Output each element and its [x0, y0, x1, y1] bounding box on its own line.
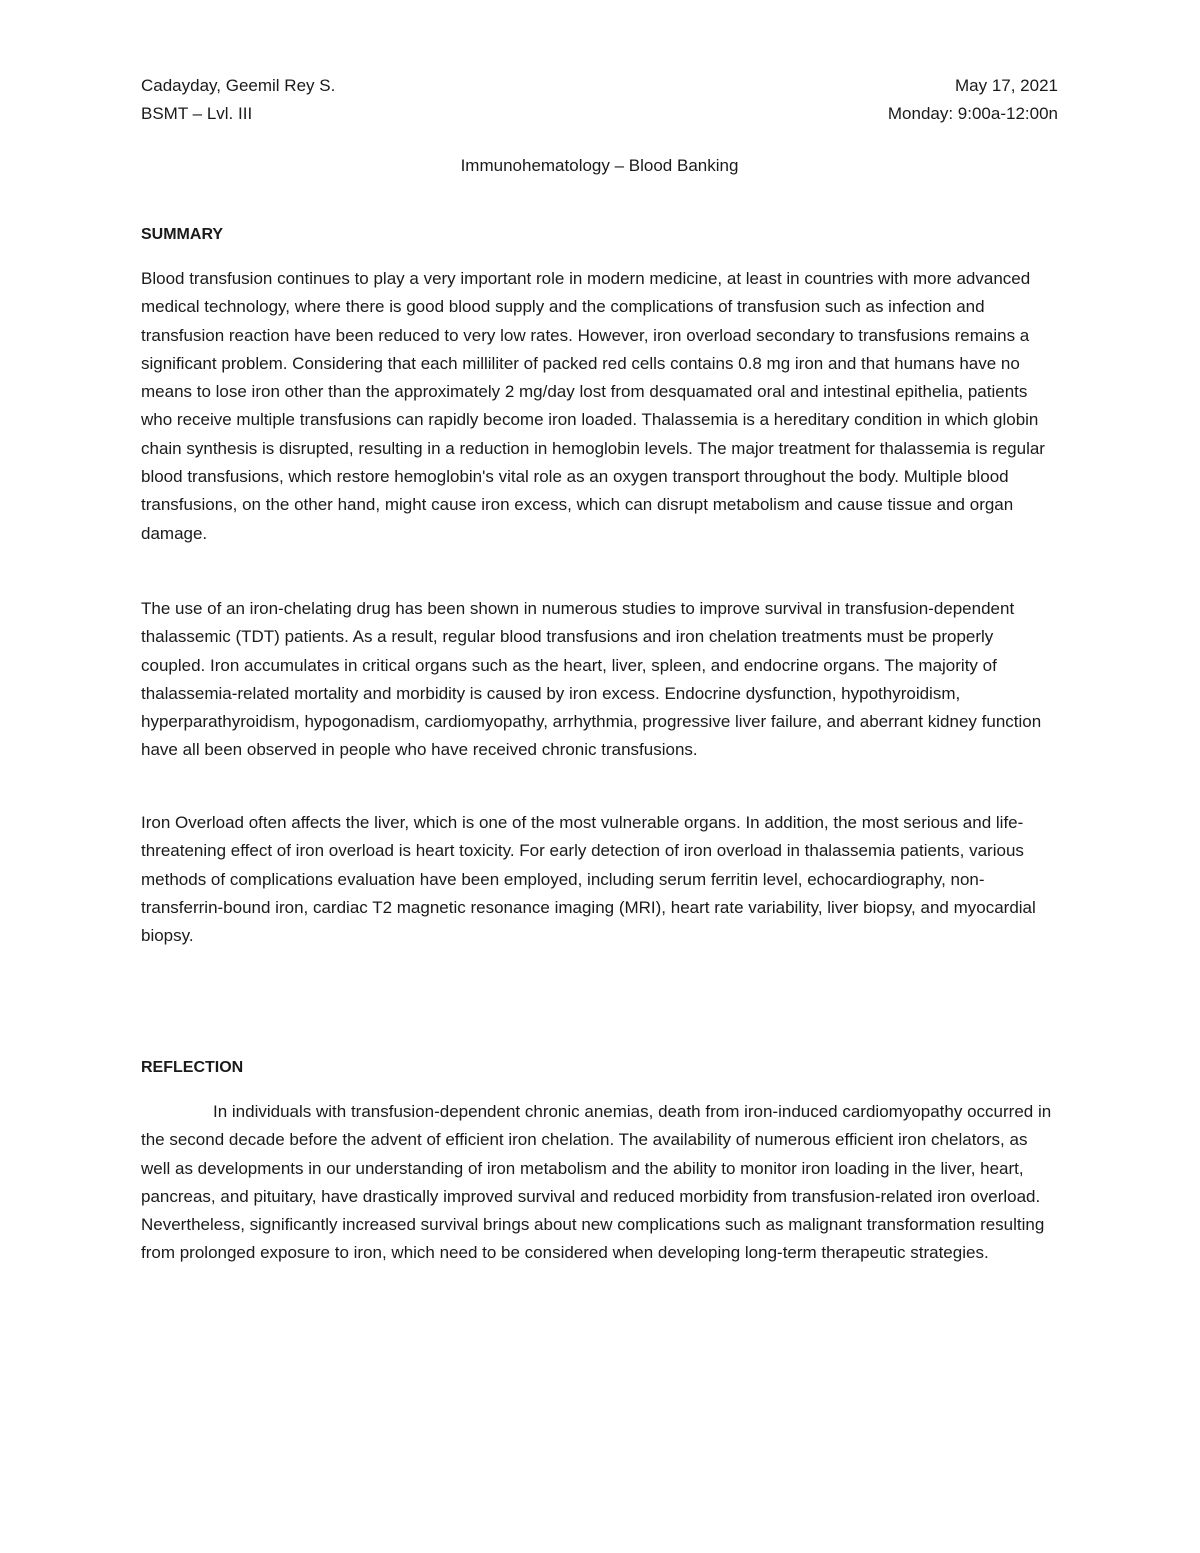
document-title: Immunohematology – Blood Banking [460, 156, 739, 175]
summary-paragraph-3: Iron Overload often affects the liver, which is one of the most vulnerable organs. In addition, the most serious and life-threatening effect of iron overload is heart toxicity. For early detection of iron overload in thalassemia patients, various methods of complications evaluation have been employed, including serum ferritin level, echocardiography, non-transferrin-bound iron, cardiac T2 magnetic resonance imaging (MRI), heart rate variability, liver biopsy, and myocardial biopsy. [141, 813, 1036, 946]
document-date: May 17, 2021 [954, 76, 1058, 95]
reflection-heading: REFLECTION [141, 1059, 244, 1076]
class-schedule: Monday: 9:00a-12:00n [887, 104, 1058, 123]
header-row-1 [141, 74, 1058, 98]
author-name: Cadayday, Geemil Rey S. [141, 76, 336, 95]
summary-heading: SUMMARY [141, 226, 224, 243]
program-level: BSMT – Lvl. III [141, 104, 253, 123]
reflection-paragraph: In individuals with transfusion-dependent chronic anemias, death from iron-induced cardiomyopathy occurred in the second decade before the advent of efficient iron chelation. The availability of numerous efficient iron chelators, as well as developments in our understanding of iron metabolism and the ability to monitor iron loading in the liver, heart, pancreas, and pituitary, have drastically improved survival and reduced morbidity from transfusion-related iron overload. Nevertheless, significantly increased survival brings about new complications such as malignant transformation resulting from prolonged exposure to iron, which need to be considered when developing long-term therapeutic strategies. [141, 1102, 1052, 1263]
header-row-2 [141, 102, 1058, 126]
summary-paragraph-2: The use of an iron-chelating drug has been shown in numerous studies to improve survival in transfusion-dependent thalassemic (TDT) patients. As a result, regular blood transfusions and iron chelation treatments must be properly coupled. Iron accumulates in critical organs such as the heart, liver, spleen, and endocrine organs. The majority of thalassemia-related mortality and morbidity is caused by iron excess. Endocrine dysfunction, hypothyroidism, hyperparathyroidism, hypogonadism, cardiomyopathy, arrhythmia, progressive liver failure, and aberrant kidney function have all been observed in people who have received chronic transfusions. [141, 599, 1042, 760]
summary-paragraph-1: Blood transfusion continues to play a very important role in modern medicine, at least in countries with more advanced medical technology, where there is good blood supply and the complications of transfusion such as infection and transfusion reaction have been reduced to very low rates. However, iron overload secondary to transfusions remains a significant problem. Considering that each milliliter of packed red cells contains 0.8 mg iron and that humans have no means to lose iron other than the approximately 2 mg/day lost from desquamated oral and intestinal epithelia, patients who receive multiple transfusions can rapidly become iron loaded. Thalassemia is a hereditary condition in which globin chain synthesis is disrupted, resulting in a reduction in hemoglobin levels. The major treatment for thalassemia is regular blood transfusions, which restore hemoglobin's vital role as an oxygen transport throughout the body. Multiple blood transfusions, on the other hand, might cause iron excess, which can disrupt metabolism and cause tissue and organ damage. [141, 269, 1045, 543]
